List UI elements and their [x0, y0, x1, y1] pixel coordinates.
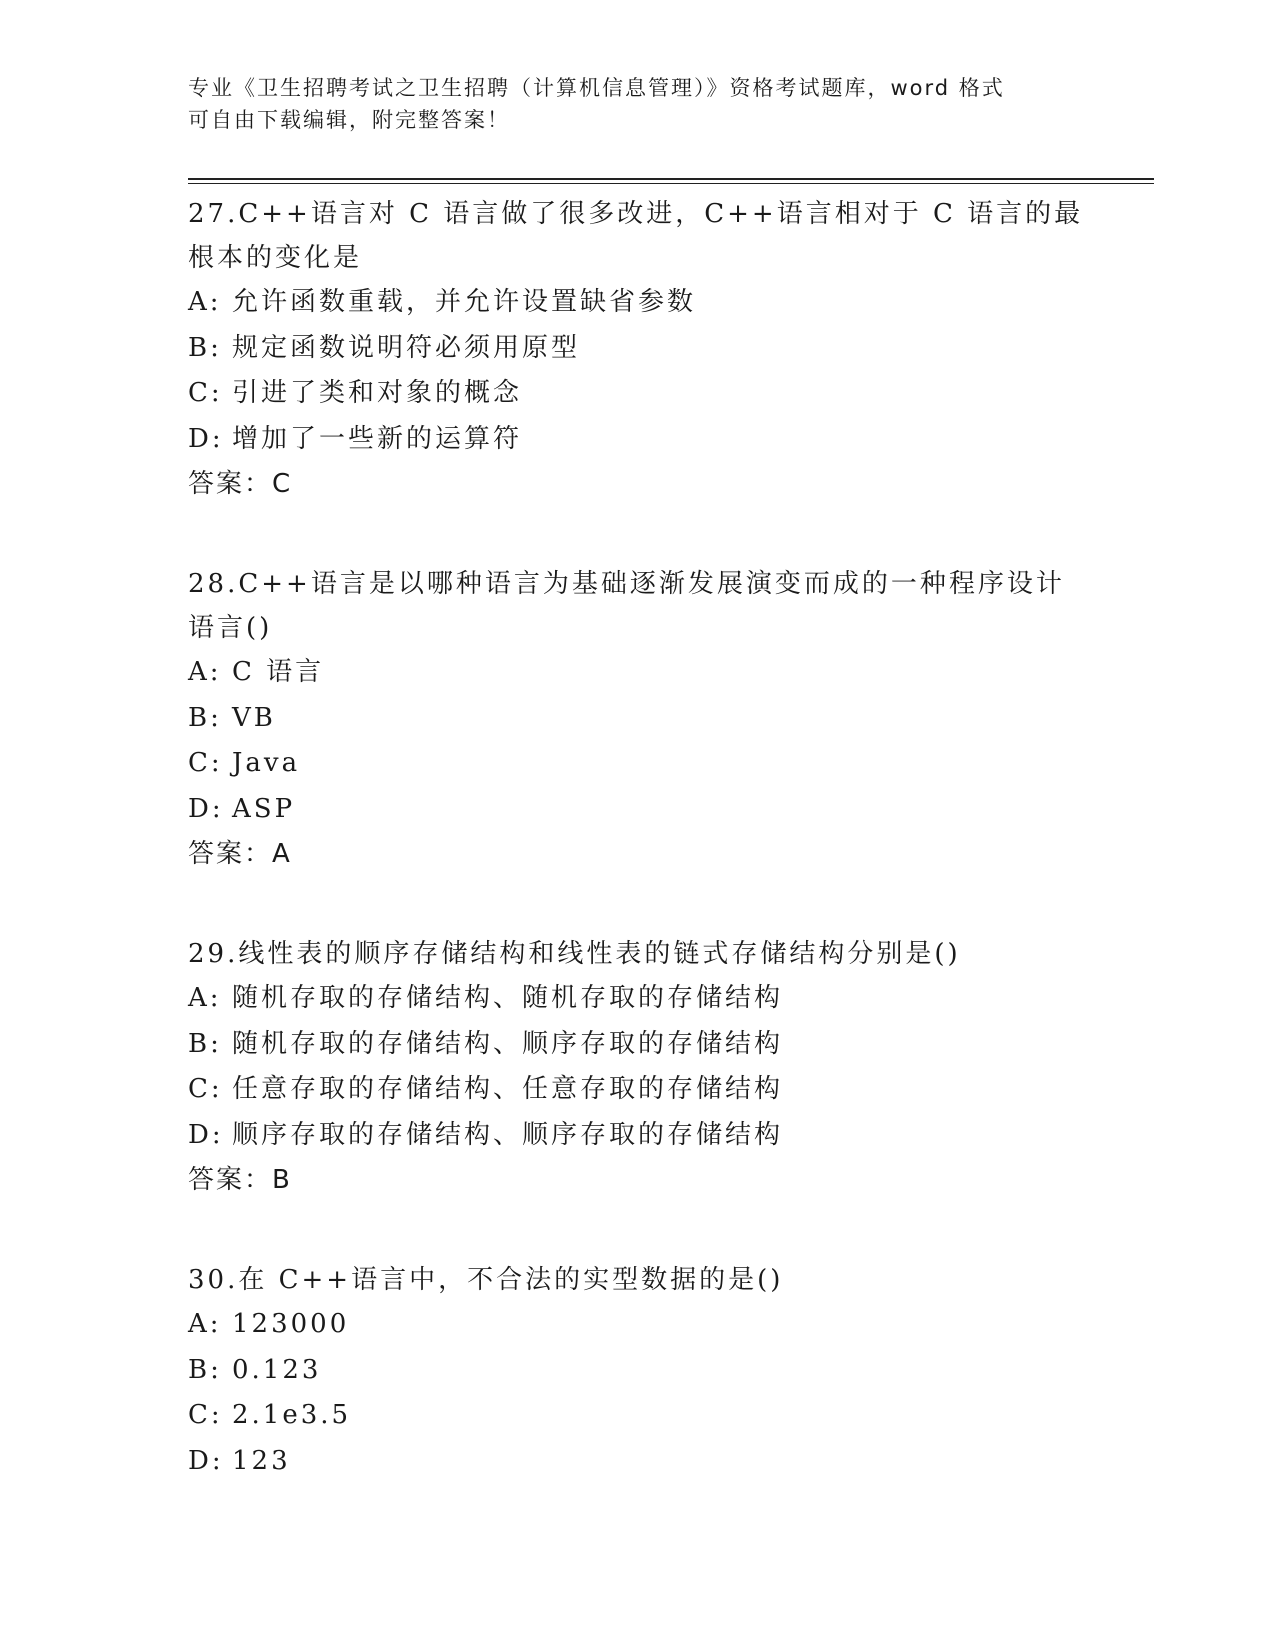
header-divider-thick	[188, 178, 1154, 180]
option-key: C:	[188, 1074, 223, 1104]
option-a	[188, 650, 1088, 696]
question-list	[188, 192, 1088, 1540]
option-list	[188, 1302, 1088, 1484]
option-key: B:	[188, 702, 222, 733]
option-b	[188, 1022, 1088, 1068]
header-divider-thin	[188, 183, 1154, 184]
option-key: D:	[188, 793, 224, 824]
header-line-2: 可自由下载编辑，附完整答案！	[188, 108, 510, 132]
option-text: 0.123	[232, 1354, 322, 1385]
option-d	[188, 787, 1088, 833]
option-text: 123	[232, 1445, 291, 1476]
option-key: B:	[188, 332, 222, 363]
option-key: D:	[188, 423, 224, 454]
option-b	[188, 1348, 1088, 1394]
option-text: C 语言	[232, 657, 325, 687]
question-30	[188, 1258, 1088, 1484]
option-b	[188, 696, 1088, 742]
option-a	[188, 280, 1088, 326]
header-line-1: 专业《卫生招聘考试之卫生招聘（计算机信息管理）》资格考试题库，word 格式	[188, 76, 1005, 100]
option-key: C:	[188, 748, 223, 778]
option-d	[188, 417, 1088, 463]
option-c	[188, 1067, 1088, 1113]
option-key: D:	[188, 1119, 224, 1150]
option-a	[188, 1302, 1088, 1348]
option-key: B:	[188, 1028, 222, 1059]
option-key: A:	[188, 657, 222, 687]
option-text: 引进了类和对象的概念	[232, 378, 523, 408]
question-stem: 29.线性表的顺序存储结构和线性表的链式存储结构分别是()	[188, 939, 961, 969]
answer-text: 答案：B	[188, 1165, 292, 1195]
option-list	[188, 976, 1088, 1158]
option-text: 规定函数说明符必须用原型	[232, 332, 581, 363]
option-text: 增加了一些新的运算符	[232, 423, 523, 454]
option-a	[188, 976, 1088, 1022]
question-stem: 28.C++语言是以哪种语言为基础逐渐发展演变而成的一种程序设计语言()	[188, 569, 1065, 643]
option-key: A:	[188, 287, 222, 317]
option-text: ASP	[232, 793, 296, 824]
question-28	[188, 562, 1088, 876]
option-text: 随机存取的存储结构、顺序存取的存储结构	[232, 1028, 784, 1059]
option-b	[188, 326, 1088, 372]
question-stem: 27.C++语言对 C 语言做了很多改进，C++语言相对于 C 语言的最根本的变化是	[188, 199, 1084, 273]
document-header	[188, 72, 1068, 136]
question-29	[188, 932, 1088, 1202]
option-key: A:	[188, 983, 222, 1013]
option-key: C:	[188, 1400, 223, 1430]
option-d	[188, 1113, 1088, 1159]
option-list	[188, 280, 1088, 462]
option-text: Java	[232, 748, 301, 778]
option-key: A:	[188, 1309, 222, 1339]
option-text: 123000	[232, 1309, 350, 1339]
option-c	[188, 741, 1088, 787]
option-text: 顺序存取的存储结构、顺序存取的存储结构	[232, 1119, 784, 1150]
option-text: 任意存取的存储结构、任意存取的存储结构	[232, 1074, 784, 1104]
option-key: C:	[188, 378, 223, 408]
option-key: D:	[188, 1445, 224, 1476]
option-text: 2.1e3.5	[232, 1400, 352, 1430]
answer-text: 答案：A	[188, 839, 292, 869]
question-stem: 30.在 C++语言中，不合法的实型数据的是()	[188, 1265, 784, 1295]
option-text: VB	[232, 702, 276, 733]
answer-text: 答案：C	[188, 469, 293, 499]
option-c	[188, 371, 1088, 417]
option-text: 随机存取的存储结构、随机存取的存储结构	[232, 983, 784, 1013]
option-c	[188, 1393, 1088, 1439]
option-text: 允许函数重载，并允许设置缺省参数	[232, 287, 697, 317]
question-27	[188, 192, 1088, 506]
option-d	[188, 1439, 1088, 1485]
option-list	[188, 650, 1088, 832]
option-key: B:	[188, 1354, 222, 1385]
